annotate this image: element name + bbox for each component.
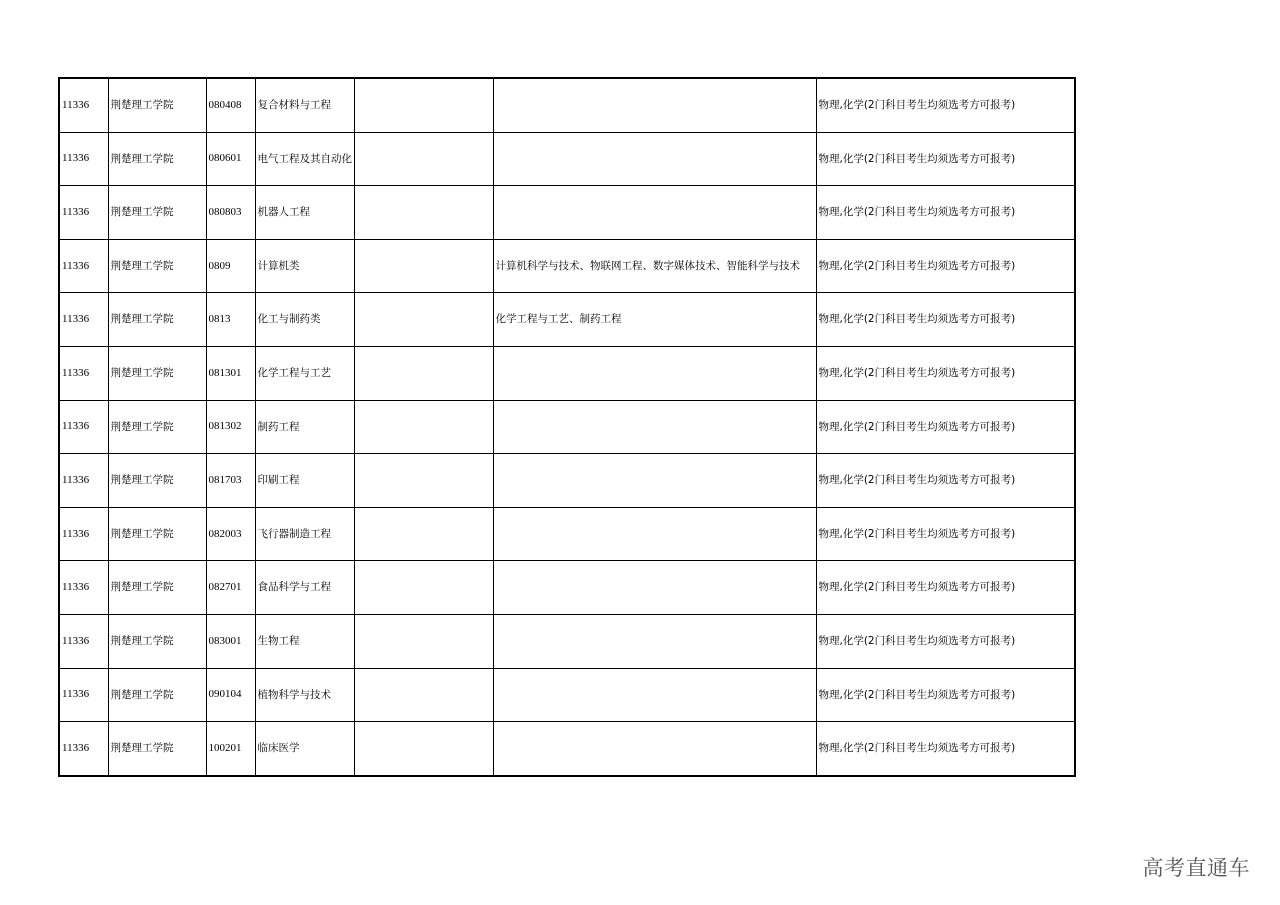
included-majors-cell: [493, 132, 816, 186]
major-code-cell: 090104: [206, 668, 255, 722]
subject-requirement-cell: 物理,化学(2门科目考生均须选考方可报考): [816, 722, 1075, 776]
subject-requirement-cell: 物理,化学(2门科目考生均须选考方可报考): [816, 507, 1075, 561]
table-row: [59, 614, 1075, 668]
major-code-cell: 081703: [206, 454, 255, 508]
school-name-cell: 荆楚理工学院: [108, 561, 206, 615]
included-majors-cell: [493, 346, 816, 400]
table-row: [59, 239, 1075, 293]
school-code-cell: 11336: [59, 507, 108, 561]
school-name-cell: 荆楚理工学院: [108, 614, 206, 668]
school-code-cell: 11336: [59, 78, 108, 132]
school-name-cell: 荆楚理工学院: [108, 293, 206, 347]
empty-cell: [354, 614, 493, 668]
included-majors-cell: [493, 561, 816, 615]
table-row: [59, 346, 1075, 400]
empty-cell: [354, 239, 493, 293]
school-code-cell: 11336: [59, 132, 108, 186]
empty-cell: [354, 293, 493, 347]
included-majors-cell: 计算机科学与技术、物联网工程、数字媒体技术、智能科学与技术: [493, 239, 816, 293]
table-row: [59, 400, 1075, 454]
subject-requirement-cell: 物理,化学(2门科目考生均须选考方可报考): [816, 668, 1075, 722]
school-code-cell: 11336: [59, 346, 108, 400]
empty-cell: [354, 186, 493, 240]
empty-cell: [354, 78, 493, 132]
major-name-cell: 飞行器制造工程: [255, 507, 354, 561]
school-code-cell: 11336: [59, 454, 108, 508]
included-majors-cell: [493, 614, 816, 668]
major-code-cell: 082003: [206, 507, 255, 561]
major-name-cell: 复合材料与工程: [255, 78, 354, 132]
school-name-cell: 荆楚理工学院: [108, 400, 206, 454]
major-code-cell: 0813: [206, 293, 255, 347]
school-code-cell: 11336: [59, 614, 108, 668]
major-name-cell: 计算机类: [255, 239, 354, 293]
empty-cell: [354, 561, 493, 615]
subject-requirement-cell: 物理,化学(2门科目考生均须选考方可报考): [816, 239, 1075, 293]
school-name-cell: 荆楚理工学院: [108, 507, 206, 561]
major-code-cell: 081301: [206, 346, 255, 400]
empty-cell: [354, 346, 493, 400]
school-code-cell: 11336: [59, 561, 108, 615]
subject-requirement-cell: 物理,化学(2门科目考生均须选考方可报考): [816, 186, 1075, 240]
included-majors-cell: [493, 186, 816, 240]
major-requirements-table: [58, 77, 1076, 777]
major-code-cell: 080803: [206, 186, 255, 240]
school-code-cell: 11336: [59, 400, 108, 454]
empty-cell: [354, 400, 493, 454]
included-majors-cell: [493, 454, 816, 508]
school-name-cell: 荆楚理工学院: [108, 132, 206, 186]
subject-requirement-cell: 物理,化学(2门科目考生均须选考方可报考): [816, 561, 1075, 615]
school-code-cell: 11336: [59, 239, 108, 293]
subject-requirement-cell: 物理,化学(2门科目考生均须选考方可报考): [816, 454, 1075, 508]
included-majors-cell: 化学工程与工艺、制药工程: [493, 293, 816, 347]
included-majors-cell: [493, 78, 816, 132]
subject-requirement-cell: 物理,化学(2门科目考生均须选考方可报考): [816, 400, 1075, 454]
table-row: [59, 507, 1075, 561]
major-code-cell: 100201: [206, 722, 255, 776]
major-name-cell: 植物科学与技术: [255, 668, 354, 722]
included-majors-cell: [493, 400, 816, 454]
school-name-cell: 荆楚理工学院: [108, 239, 206, 293]
school-name-cell: 荆楚理工学院: [108, 722, 206, 776]
table-row: [59, 668, 1075, 722]
table-row: [59, 132, 1075, 186]
empty-cell: [354, 722, 493, 776]
table-row: [59, 722, 1075, 776]
major-code-cell: 083001: [206, 614, 255, 668]
subject-requirement-cell: 物理,化学(2门科目考生均须选考方可报考): [816, 132, 1075, 186]
subject-requirement-cell: 物理,化学(2门科目考生均须选考方可报考): [816, 614, 1075, 668]
school-name-cell: 荆楚理工学院: [108, 454, 206, 508]
major-code-cell: 0809: [206, 239, 255, 293]
school-code-cell: 11336: [59, 722, 108, 776]
major-name-cell: 临床医学: [255, 722, 354, 776]
empty-cell: [354, 668, 493, 722]
school-name-cell: 荆楚理工学院: [108, 668, 206, 722]
subject-requirement-cell: 物理,化学(2门科目考生均须选考方可报考): [816, 346, 1075, 400]
school-name-cell: 荆楚理工学院: [108, 78, 206, 132]
included-majors-cell: [493, 507, 816, 561]
school-code-cell: 11336: [59, 668, 108, 722]
major-name-cell: 机器人工程: [255, 186, 354, 240]
table-body: [59, 78, 1075, 776]
table-row: [59, 561, 1075, 615]
major-name-cell: 印刷工程: [255, 454, 354, 508]
table-row: [59, 454, 1075, 508]
included-majors-cell: [493, 668, 816, 722]
major-name-cell: 食品科学与工程: [255, 561, 354, 615]
major-code-cell: 081302: [206, 400, 255, 454]
table-row: [59, 78, 1075, 132]
empty-cell: [354, 454, 493, 508]
included-majors-cell: [493, 722, 816, 776]
school-code-cell: 11336: [59, 186, 108, 240]
subject-requirement-cell: 物理,化学(2门科目考生均须选考方可报考): [816, 293, 1075, 347]
major-name-cell: 生物工程: [255, 614, 354, 668]
school-code-cell: 11336: [59, 293, 108, 347]
major-name-cell: 化工与制药类: [255, 293, 354, 347]
major-code-cell: 082701: [206, 561, 255, 615]
empty-cell: [354, 507, 493, 561]
subject-requirement-cell: 物理,化学(2门科目考生均须选考方可报考): [816, 78, 1075, 132]
major-name-cell: 电气工程及其自动化: [255, 132, 354, 186]
school-name-cell: 荆楚理工学院: [108, 186, 206, 240]
watermark-text: 高考直通车: [1142, 856, 1250, 880]
major-name-cell: 制药工程: [255, 400, 354, 454]
major-code-cell: 080601: [206, 132, 255, 186]
major-name-cell: 化学工程与工艺: [255, 346, 354, 400]
table-row: [59, 186, 1075, 240]
table-row: [59, 293, 1075, 347]
school-name-cell: 荆楚理工学院: [108, 346, 206, 400]
major-code-cell: 080408: [206, 78, 255, 132]
empty-cell: [354, 132, 493, 186]
